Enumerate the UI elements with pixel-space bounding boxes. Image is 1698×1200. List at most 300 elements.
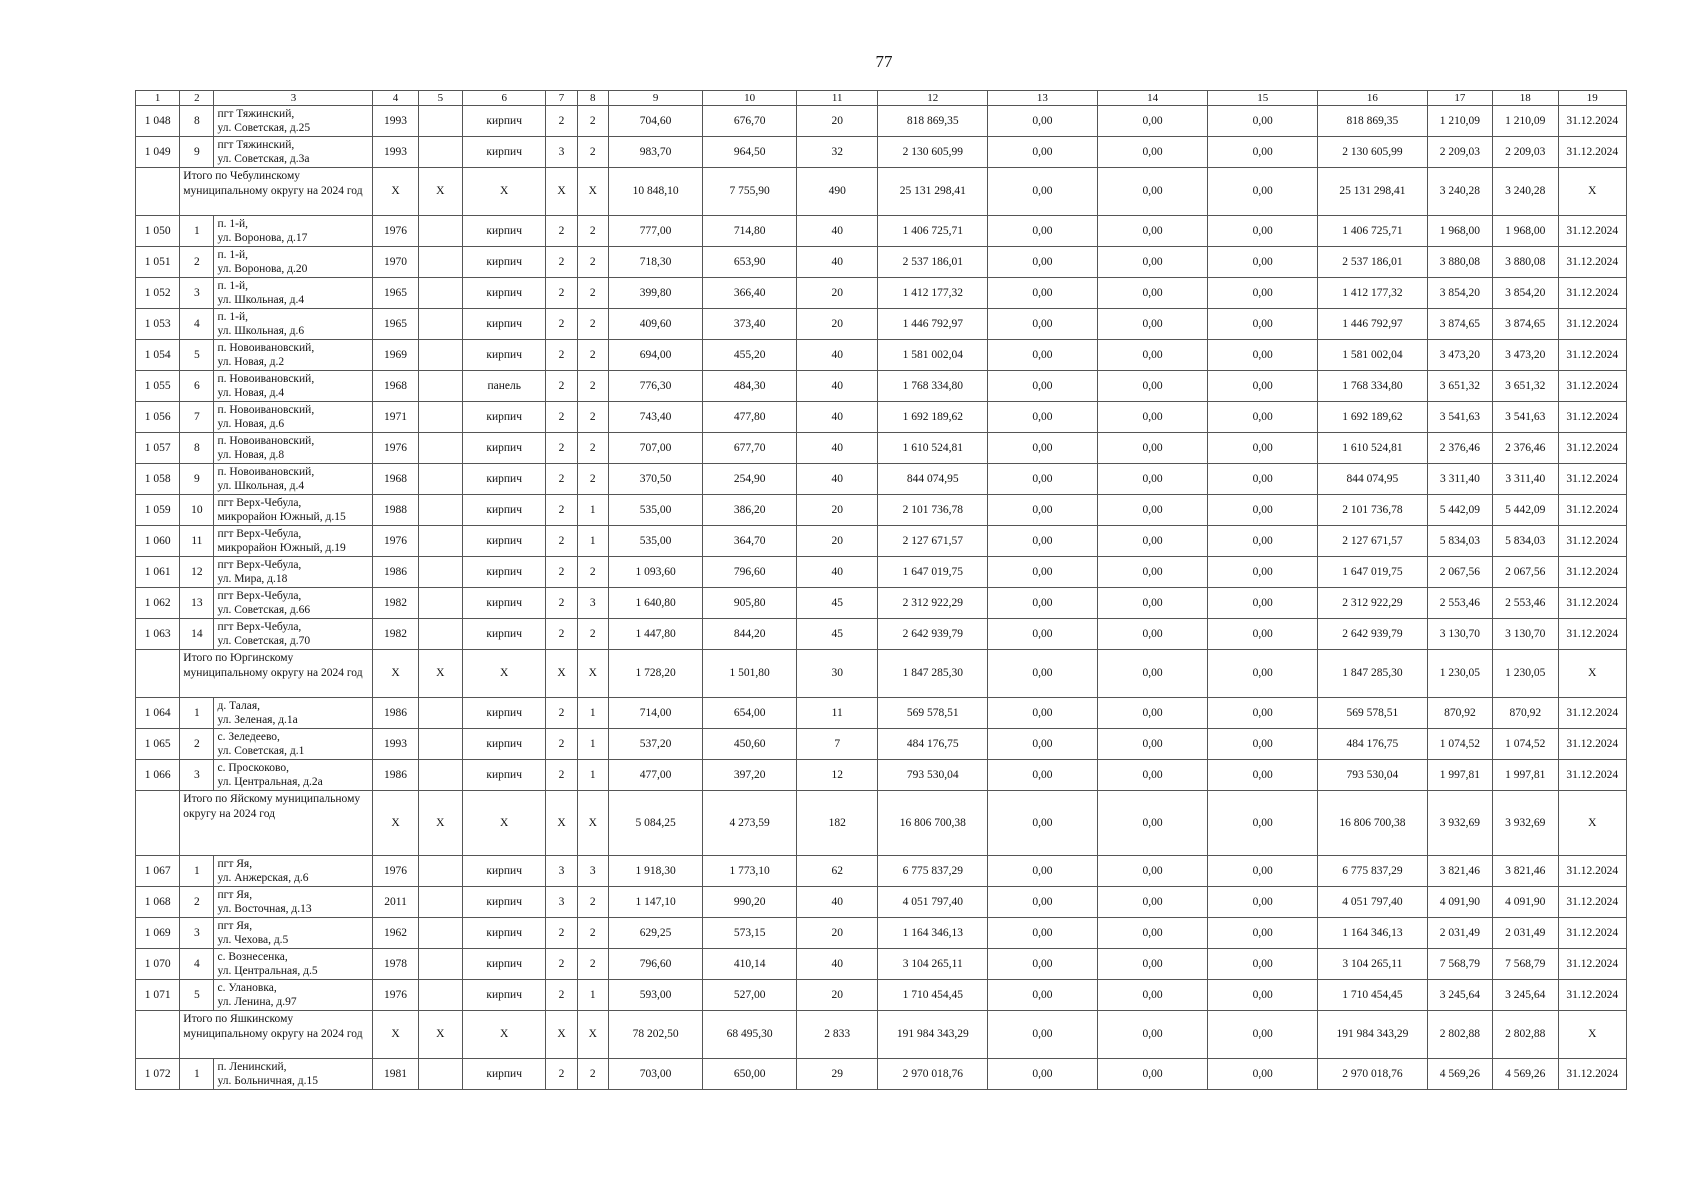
table-cell [418, 729, 462, 760]
table-cell: 1 [577, 495, 608, 526]
column-number: 4 [373, 91, 418, 106]
table-cell: 31.12.2024 [1558, 980, 1627, 1011]
table-cell: 0,00 [1208, 619, 1318, 650]
address-line: ул. Советская, д.25 [217, 122, 311, 134]
table-cell: 796,60 [703, 557, 797, 588]
table-cell: 2 [546, 619, 577, 650]
table-cell: 5 [180, 340, 214, 371]
table-cell: 45 [796, 619, 877, 650]
table-cell: 796,60 [608, 949, 703, 980]
table-cell: 3 245,64 [1493, 980, 1558, 1011]
address-line: п. 1-й, [217, 311, 248, 323]
table-cell: 1 581 002,04 [878, 340, 988, 371]
address-line: ул. Советская, д.70 [217, 635, 311, 647]
table-cell: 30 [796, 650, 877, 698]
table-cell: 0,00 [988, 464, 1098, 495]
table-cell [418, 760, 462, 791]
table-cell: 373,40 [703, 309, 797, 340]
table-cell: 3 874,65 [1427, 309, 1492, 340]
table-cell: 0,00 [988, 1011, 1098, 1059]
table-cell: X [418, 1011, 462, 1059]
table-cell: X [462, 650, 546, 698]
table-row [136, 247, 1627, 278]
table-cell: 3 854,20 [1493, 278, 1558, 309]
table-cell: 2 [546, 106, 577, 137]
table-cell: 1982 [373, 619, 418, 650]
table-cell: 3 311,40 [1493, 464, 1558, 495]
table-cell: 1986 [373, 557, 418, 588]
address-line: п. Ленинский, [217, 1061, 287, 1073]
table-cell: 793 530,04 [1318, 760, 1428, 791]
column-number: 2 [180, 91, 214, 106]
table-cell: 990,20 [703, 887, 797, 918]
address-cell [214, 949, 373, 980]
table-cell: 1976 [373, 216, 418, 247]
address-cell [214, 278, 373, 309]
table-cell: X [373, 650, 418, 698]
table-cell: 3 [546, 887, 577, 918]
table-cell: 5 084,25 [608, 791, 703, 856]
table-cell: 2 209,03 [1427, 137, 1492, 168]
table-cell: 593,00 [608, 980, 703, 1011]
table-cell: 1 640,80 [608, 588, 703, 619]
table-cell: 484 176,75 [878, 729, 988, 760]
table-cell: 0,00 [1097, 309, 1208, 340]
table-row [136, 887, 1627, 918]
table-cell: 4 569,26 [1427, 1059, 1492, 1090]
table-cell: 20 [796, 495, 877, 526]
table-cell: 1 412 177,32 [878, 278, 988, 309]
table-cell: 793 530,04 [878, 760, 988, 791]
table-cell: 3 130,70 [1493, 619, 1558, 650]
table-cell: 3 104 265,11 [1318, 949, 1428, 980]
table-cell: 1 070 [136, 949, 180, 980]
table-cell: 707,00 [608, 433, 703, 464]
table-cell: кирпич [462, 433, 546, 464]
table-cell: 0,00 [1208, 760, 1318, 791]
table-cell: 7 [796, 729, 877, 760]
table-cell: 0,00 [1097, 887, 1208, 918]
table-cell: 3 104 265,11 [878, 949, 988, 980]
table-cell: 2 [577, 887, 608, 918]
table-cell: 397,20 [703, 760, 797, 791]
table-cell: 1962 [373, 918, 418, 949]
address-cell [214, 856, 373, 887]
table-row [136, 216, 1627, 247]
table-cell: кирпич [462, 918, 546, 949]
column-number: 5 [418, 91, 462, 106]
table-cell: 0,00 [1097, 495, 1208, 526]
table-cell: 5 834,03 [1427, 526, 1492, 557]
table-cell: 1 501,80 [703, 650, 797, 698]
address-line: с. Зеледеево, [217, 731, 280, 743]
table-cell: 31.12.2024 [1558, 371, 1627, 402]
table-cell: 455,20 [703, 340, 797, 371]
housing-register-table [135, 90, 1627, 1090]
subtotal-row [136, 168, 1627, 216]
table-cell: кирпич [462, 557, 546, 588]
table-cell: X [546, 791, 577, 856]
table-cell [418, 588, 462, 619]
table-cell: 1993 [373, 106, 418, 137]
address-line: ул. Анжерская, д.6 [217, 872, 309, 884]
subtotal-row [136, 791, 1627, 856]
address-cell [214, 918, 373, 949]
address-cell [214, 526, 373, 557]
table-cell: 12 [796, 760, 877, 791]
table-cell: 2 [577, 106, 608, 137]
table-cell: 3 [180, 918, 214, 949]
table-cell: 2 642 939,79 [878, 619, 988, 650]
table-cell: 0,00 [988, 106, 1098, 137]
address-cell [214, 371, 373, 402]
address-line: п. 1-й, [217, 280, 248, 292]
table-cell: 40 [796, 216, 877, 247]
table-cell: 6 775 837,29 [1318, 856, 1428, 887]
table-cell: 31.12.2024 [1558, 340, 1627, 371]
table-cell: 0,00 [1208, 495, 1318, 526]
table-cell: 20 [796, 106, 877, 137]
table-cell: 743,40 [608, 402, 703, 433]
table-cell: 2 [577, 1059, 608, 1090]
table-cell: 1970 [373, 247, 418, 278]
address-line: ул. Школьная, д.6 [217, 325, 305, 337]
table-cell: 569 578,51 [878, 698, 988, 729]
table-cell: 4 273,59 [703, 791, 797, 856]
table-cell: 714,00 [608, 698, 703, 729]
table-cell: 3 240,28 [1493, 168, 1558, 216]
table-cell: 1 054 [136, 340, 180, 371]
table-cell: 1 647 019,75 [1318, 557, 1428, 588]
table-cell: 1986 [373, 760, 418, 791]
table-cell: 31.12.2024 [1558, 619, 1627, 650]
table-cell: 1 074,52 [1427, 729, 1492, 760]
table-cell: 3 240,28 [1427, 168, 1492, 216]
table-cell: 1976 [373, 856, 418, 887]
table-cell: 1 058 [136, 464, 180, 495]
table-cell: 1976 [373, 526, 418, 557]
table-cell: 870,92 [1427, 698, 1492, 729]
table-cell: кирпич [462, 309, 546, 340]
table-cell: 776,30 [608, 371, 703, 402]
address-line: ул. Мира, д.18 [217, 573, 288, 585]
table-cell: 0,00 [1208, 650, 1318, 698]
table-cell: кирпич [462, 949, 546, 980]
table-cell: 0,00 [1208, 137, 1318, 168]
subtotal-row [136, 1011, 1627, 1059]
address-line: пгт Верх-Чебула, [217, 621, 302, 633]
address-line: ул. Советская, д.66 [217, 604, 311, 616]
subtotal-row [136, 650, 1627, 698]
table-cell: 653,90 [703, 247, 797, 278]
address-cell [214, 309, 373, 340]
table-cell: 2 312 922,29 [878, 588, 988, 619]
table-cell: 905,80 [703, 588, 797, 619]
table-cell: 0,00 [1097, 247, 1208, 278]
column-number: 1 [136, 91, 180, 106]
table-row [136, 464, 1627, 495]
table-cell: 477,80 [703, 402, 797, 433]
table-cell: 31.12.2024 [1558, 278, 1627, 309]
table-cell: 2 [577, 918, 608, 949]
table-cell: 0,00 [1097, 980, 1208, 1011]
table-cell: 1 067 [136, 856, 180, 887]
table-row [136, 137, 1627, 168]
table-cell: 2 [577, 278, 608, 309]
table-cell: 0,00 [1097, 619, 1208, 650]
table-row [136, 371, 1627, 402]
table-cell: 0,00 [1208, 980, 1318, 1011]
table-cell: 0,00 [1097, 216, 1208, 247]
table-cell: 40 [796, 340, 877, 371]
table-cell: кирпич [462, 526, 546, 557]
table-cell: 31.12.2024 [1558, 557, 1627, 588]
table-cell: 1 447,80 [608, 619, 703, 650]
table-cell: 7 755,90 [703, 168, 797, 216]
table-cell: 0,00 [988, 495, 1098, 526]
table-cell [418, 980, 462, 1011]
table-cell: 535,00 [608, 526, 703, 557]
table-cell: 3 874,65 [1493, 309, 1558, 340]
table-cell: 1976 [373, 433, 418, 464]
table-cell: 777,00 [608, 216, 703, 247]
table-cell: 704,60 [608, 106, 703, 137]
table-cell: 5 [180, 980, 214, 1011]
address-line: ул. Чехова, д.5 [217, 934, 289, 946]
address-cell [214, 729, 373, 760]
address-line: ул. Центральная, д.5 [217, 965, 318, 977]
subtotal-label: Итого по Юргинскому муниципальному округу на 2024 год [180, 650, 373, 698]
table-cell: 844 074,95 [878, 464, 988, 495]
table-cell: 1 053 [136, 309, 180, 340]
column-number: 17 [1427, 91, 1492, 106]
table-cell: 409,60 [608, 309, 703, 340]
table-cell: 3 [577, 588, 608, 619]
table-cell: 0,00 [1208, 1059, 1318, 1090]
table-cell: 654,00 [703, 698, 797, 729]
table-cell: 1 064 [136, 698, 180, 729]
table-row [136, 433, 1627, 464]
table-cell: 0,00 [988, 1059, 1098, 1090]
table-cell: 12 [180, 557, 214, 588]
table-cell: 0,00 [988, 526, 1098, 557]
table-cell: 1 [577, 526, 608, 557]
table-cell: 8 [180, 433, 214, 464]
table-cell: 3 541,63 [1427, 402, 1492, 433]
table-cell: 677,70 [703, 433, 797, 464]
table-cell: 62 [796, 856, 877, 887]
table-cell: 11 [796, 698, 877, 729]
table-cell: 6 775 837,29 [878, 856, 988, 887]
address-line: п. 1-й, [217, 249, 248, 261]
column-number: 14 [1097, 91, 1208, 106]
table-cell [418, 698, 462, 729]
table-cell: 2 [180, 247, 214, 278]
table-cell: 0,00 [1208, 278, 1318, 309]
table-cell: 1 059 [136, 495, 180, 526]
address-line: ул. Новая, д.4 [217, 387, 285, 399]
table-cell: 1 847 285,30 [878, 650, 988, 698]
table-cell: 5 442,09 [1493, 495, 1558, 526]
table-cell: 3 821,46 [1427, 856, 1492, 887]
table-row [136, 918, 1627, 949]
table-cell: 1 997,81 [1493, 760, 1558, 791]
table-cell: 31.12.2024 [1558, 1059, 1627, 1090]
table-cell: 2 [546, 760, 577, 791]
address-line: пгт Верх-Чебула, [217, 528, 302, 540]
table-cell: 0,00 [1097, 340, 1208, 371]
table-cell: 3 [577, 856, 608, 887]
table-cell: 2 101 736,78 [878, 495, 988, 526]
table-cell: 1965 [373, 309, 418, 340]
table-cell: 0,00 [988, 340, 1098, 371]
table-cell: 0,00 [1208, 216, 1318, 247]
table-cell: 1 061 [136, 557, 180, 588]
table-cell: 31.12.2024 [1558, 918, 1627, 949]
table-cell: 0,00 [1097, 650, 1208, 698]
table-cell: 31.12.2024 [1558, 464, 1627, 495]
table-cell: кирпич [462, 856, 546, 887]
table-cell [418, 464, 462, 495]
table-cell: 0,00 [1097, 1011, 1208, 1059]
table-cell: 2 [546, 495, 577, 526]
table-row [136, 309, 1627, 340]
table-row [136, 698, 1627, 729]
table-cell: 0,00 [1208, 918, 1318, 949]
table-cell: 3 932,69 [1427, 791, 1492, 856]
table-cell [418, 557, 462, 588]
table-cell: X [1558, 650, 1627, 698]
table-cell: 8 [180, 106, 214, 137]
table-cell [418, 309, 462, 340]
table-cell: 2 130 605,99 [878, 137, 988, 168]
table-cell: 0,00 [988, 856, 1098, 887]
table-cell: 4 091,90 [1493, 887, 1558, 918]
table-cell: 2 970 018,76 [1318, 1059, 1428, 1090]
table-cell: 0,00 [1097, 402, 1208, 433]
table-cell: 2 [577, 340, 608, 371]
table-cell: 0,00 [988, 433, 1098, 464]
table-cell: 2 [577, 216, 608, 247]
address-line: ул. Новая, д.2 [217, 356, 285, 368]
table-cell: 0,00 [1097, 791, 1208, 856]
table-cell: 31.12.2024 [1558, 137, 1627, 168]
table-cell: 3 [180, 278, 214, 309]
table-cell: 1 710 454,45 [1318, 980, 1428, 1011]
table-cell: 2 [546, 526, 577, 557]
table-cell: 2 642 939,79 [1318, 619, 1428, 650]
column-number: 9 [608, 91, 703, 106]
table-cell: 0,00 [1097, 106, 1208, 137]
table-cell: 31.12.2024 [1558, 588, 1627, 619]
table-cell: 3 245,64 [1427, 980, 1492, 1011]
table-cell: 0,00 [988, 650, 1098, 698]
address-line: микрорайон Южный, д.19 [217, 542, 346, 554]
table-cell: 2 [546, 433, 577, 464]
table-cell: 0,00 [1097, 371, 1208, 402]
table-cell: 0,00 [988, 729, 1098, 760]
address-line: п. 1-й, [217, 218, 248, 230]
table-cell: X [577, 650, 608, 698]
table-cell: 2 [546, 1059, 577, 1090]
table-cell: 2 [180, 729, 214, 760]
table-cell: 0,00 [1208, 464, 1318, 495]
table-cell: 3 130,70 [1427, 619, 1492, 650]
table-cell: 20 [796, 278, 877, 309]
table-cell: кирпич [462, 588, 546, 619]
table-row [136, 1059, 1627, 1090]
table-cell: 1 610 524,81 [878, 433, 988, 464]
table-cell: 2 [577, 557, 608, 588]
table-cell: 40 [796, 557, 877, 588]
table-cell: 2 209,03 [1493, 137, 1558, 168]
table-cell: X [418, 650, 462, 698]
table-cell: 1 [180, 698, 214, 729]
table-cell: 1 [577, 980, 608, 1011]
address-cell [214, 433, 373, 464]
table-cell: 0,00 [1097, 698, 1208, 729]
table-cell: 68 495,30 [703, 1011, 797, 1059]
table-cell: кирпич [462, 698, 546, 729]
table-cell: 1 918,30 [608, 856, 703, 887]
table-cell: 3 651,32 [1493, 371, 1558, 402]
table-cell: 1 [180, 216, 214, 247]
address-line: с. Вознесенка, [217, 951, 288, 963]
table-cell: 1 [577, 698, 608, 729]
table-cell: 4 [180, 309, 214, 340]
table-cell: 20 [796, 309, 877, 340]
column-number: 10 [703, 91, 797, 106]
table-cell: 399,80 [608, 278, 703, 309]
table-row [136, 106, 1627, 137]
column-number: 16 [1318, 91, 1428, 106]
address-cell [214, 137, 373, 168]
table-cell: 703,00 [608, 1059, 703, 1090]
table-cell: 191 984 343,29 [878, 1011, 988, 1059]
table-cell: 535,00 [608, 495, 703, 526]
table-cell: 0,00 [1208, 309, 1318, 340]
table-row [136, 526, 1627, 557]
table-cell: 1 051 [136, 247, 180, 278]
table-cell: панель [462, 371, 546, 402]
table-cell: кирпич [462, 278, 546, 309]
table-cell: 0,00 [1208, 949, 1318, 980]
table-row [136, 557, 1627, 588]
table-cell: 7 568,79 [1427, 949, 1492, 980]
table-cell: 718,30 [608, 247, 703, 278]
table-cell: 2 [546, 949, 577, 980]
empty-cell [136, 168, 180, 216]
table-cell: 3 [546, 856, 577, 887]
table-cell: 484 176,75 [1318, 729, 1428, 760]
table-cell: 364,70 [703, 526, 797, 557]
table-cell: 1 997,81 [1427, 760, 1492, 791]
table-cell: 1 072 [136, 1059, 180, 1090]
address-line: ул. Советская, д.1 [217, 745, 305, 757]
table-cell: 2 [577, 137, 608, 168]
table-cell: 1 647 019,75 [878, 557, 988, 588]
address-line: ул. Воронова, д.20 [217, 263, 308, 275]
table-cell: 2 [577, 371, 608, 402]
table-cell: 1 692 189,62 [878, 402, 988, 433]
table-cell: 0,00 [1208, 402, 1318, 433]
address-line: ул. Школьная, д.4 [217, 480, 305, 492]
table-cell: 0,00 [988, 309, 1098, 340]
table-cell: X [462, 791, 546, 856]
address-cell [214, 588, 373, 619]
subtotal-label: Итого по Чебулинскому муниципальному округу на 2024 год [180, 168, 373, 216]
table-cell: 40 [796, 247, 877, 278]
